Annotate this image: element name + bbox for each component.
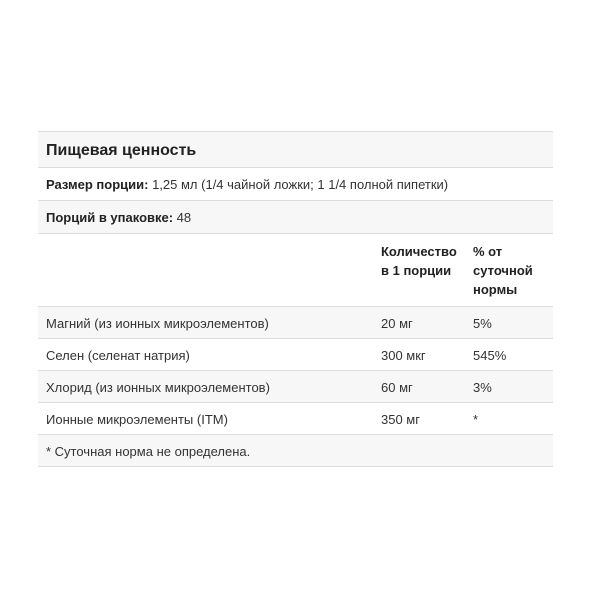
nutrient-amount: 350 мг <box>381 412 420 427</box>
table-title: Пищевая ценность <box>46 142 197 159</box>
nutrient-daily-value: 3% <box>473 380 492 395</box>
nutrient-amount: 300 мкг <box>381 348 426 363</box>
nutrient-amount: 60 мг <box>381 380 413 395</box>
header-amount-line1: Количество <box>381 244 457 259</box>
servings-value: 48 <box>173 210 192 225</box>
header-name-cell <box>38 234 381 306</box>
header-daily-value <box>473 234 553 306</box>
header-dv-line2: суточной <box>473 263 533 278</box>
nutrient-amount: 20 мг <box>381 316 413 331</box>
table-row <box>38 339 553 371</box>
nutrient-name: Ионные микроэлементы (ITM) <box>46 412 228 427</box>
table-row <box>38 371 553 403</box>
nutrient-daily-value: 5% <box>473 316 492 331</box>
serving-size-value: 1,25 мл (1/4 чайной ложки; 1 1/4 полной пипетки) <box>148 177 449 192</box>
header-dv-line3: нормы <box>473 282 518 297</box>
nutrient-name: Магний (из ионных микроэлементов) <box>46 316 269 331</box>
header-dv-line1: % от <box>473 244 503 259</box>
servings-per-container-row <box>38 201 553 234</box>
serving-size-label: Размер порции: <box>46 177 149 192</box>
nutrition-facts-table <box>38 131 553 467</box>
nutrient-daily-value: * <box>473 412 479 427</box>
header-amount-line2: в 1 порции <box>381 263 452 278</box>
footnote-row <box>38 435 553 467</box>
nutrient-daily-value: 545% <box>473 348 507 363</box>
serving-size-row <box>38 168 553 201</box>
header-amount <box>381 234 473 306</box>
title-row <box>38 132 553 168</box>
nutrient-name: Селен (селенат натрия) <box>46 348 190 363</box>
footnote: * Суточная норма не определена. <box>46 444 251 459</box>
table-row <box>38 307 553 339</box>
servings-label: Порций в упаковке: <box>46 210 174 225</box>
nutrient-name: Хлорид (из ионных микроэлементов) <box>46 380 270 395</box>
table-row <box>38 403 553 435</box>
column-header-row <box>38 234 553 307</box>
